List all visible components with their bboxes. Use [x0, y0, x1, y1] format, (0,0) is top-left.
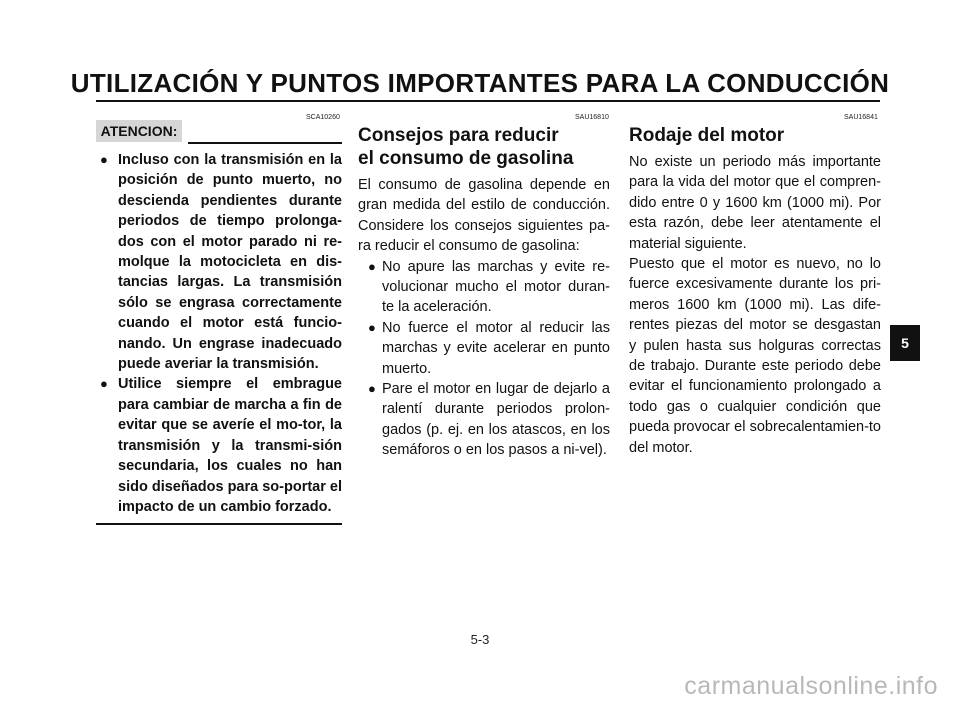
fuel-tip-item	[368, 318, 610, 379]
warning-item-text: Incluso con la transmisión en la posición de punto muerto, no descienda pendientes durante periodos de tiempo prolonga-dos con el motor parado ni re-molque la motocicleta en dis-tancias largas. La transmisión sólo se engrasa correctamente cuando el motor está funcio-nando. Un engrase inadecuado puede averiar la transmisión.	[118, 152, 342, 373]
break-in-paragraph-1: No existe un periodo más importante para la vida del motor que el compren-dido entre 0 y 1600 km (1000 mi). Por esta razón, debe leer atentamente el material siguiente.	[629, 154, 881, 252]
bullet-icon: ●	[368, 381, 376, 397]
break-in-code: SAU16841	[844, 114, 878, 121]
bullet-icon: ●	[100, 376, 108, 392]
warning-item	[96, 374, 342, 517]
warning-box	[96, 120, 342, 525]
break-in-heading: Rodaje del motor	[629, 125, 785, 146]
warning-code: SCA10260	[306, 114, 340, 121]
fuel-tip-item	[368, 379, 610, 461]
bullet-icon: ●	[368, 258, 376, 274]
page-number: 5-3	[470, 632, 490, 647]
page-title: UTILIZACIÓN Y PUNTOS IMPORTANTES PARA LA CONDUCCIÓN	[70, 68, 890, 98]
warning-label: ATENCION:	[96, 120, 182, 142]
warning-item	[96, 150, 342, 374]
fuel-tips-intro: El consumo de gasolina depende en gran medida del estilo de conducción. Considere los consejos siguientes pa-ra reducir el consumo de gasolina:	[358, 177, 610, 255]
warning-bottom-line	[96, 523, 342, 525]
break-in-paragraph-2: Puesto que el motor es nuevo, no lo fuerce excesivamente durante los pri-meros 1600 km (1000 mi). Las dife-rentes piezas del motor se desgastan y pulen hasta sus holguras correctas de trabajo. Durante este periodo debe evitar el funcionamiento prolongado a todo gas o cualquier condición que pueda provocar el sobrecalentamien-to del motor.	[629, 256, 881, 456]
fuel-tip-text: No apure las marchas y evite re-volucionar mucho el motor duran-te la aceleración.	[382, 258, 610, 316]
fuel-tip-item	[368, 257, 610, 318]
fuel-tips-list	[358, 257, 610, 461]
fuel-tips-heading-line1: Consejos para reducir	[358, 125, 559, 146]
break-in-section	[629, 124, 881, 458]
fuel-tip-text: Pare el motor en lugar de dejarlo a ralentí durante periodos prolon-gados (p. ej. en los atascos, en los semáforos o en los pasos a ni-vel).	[382, 381, 610, 459]
title-rule	[96, 100, 880, 102]
fuel-tips-heading-line2: el consumo de gasolina	[358, 148, 574, 169]
warning-item-text: Utilice siempre el embrague para cambiar de marcha a fin de evitar que se averíe el mo-tor, la transmisión y la transmi-sión secundaria, los cuales no han sido diseñados para so-portar el impacto de un cambio forzado.	[118, 376, 342, 515]
warning-list	[96, 150, 342, 517]
fuel-tips-code: SAU16810	[575, 114, 609, 121]
watermark: carmanualsonline.info	[684, 672, 938, 700]
fuel-tip-text: No fuerce el motor al reducir las marchas y evite acelerar en punto muerto.	[382, 319, 610, 377]
fuel-tips-section	[358, 124, 610, 461]
bullet-icon: ●	[100, 152, 108, 167]
warning-top-line	[188, 142, 342, 144]
chapter-tab: 5	[890, 325, 920, 361]
bullet-icon: ●	[368, 319, 376, 335]
fuel-tips-heading	[358, 124, 610, 170]
